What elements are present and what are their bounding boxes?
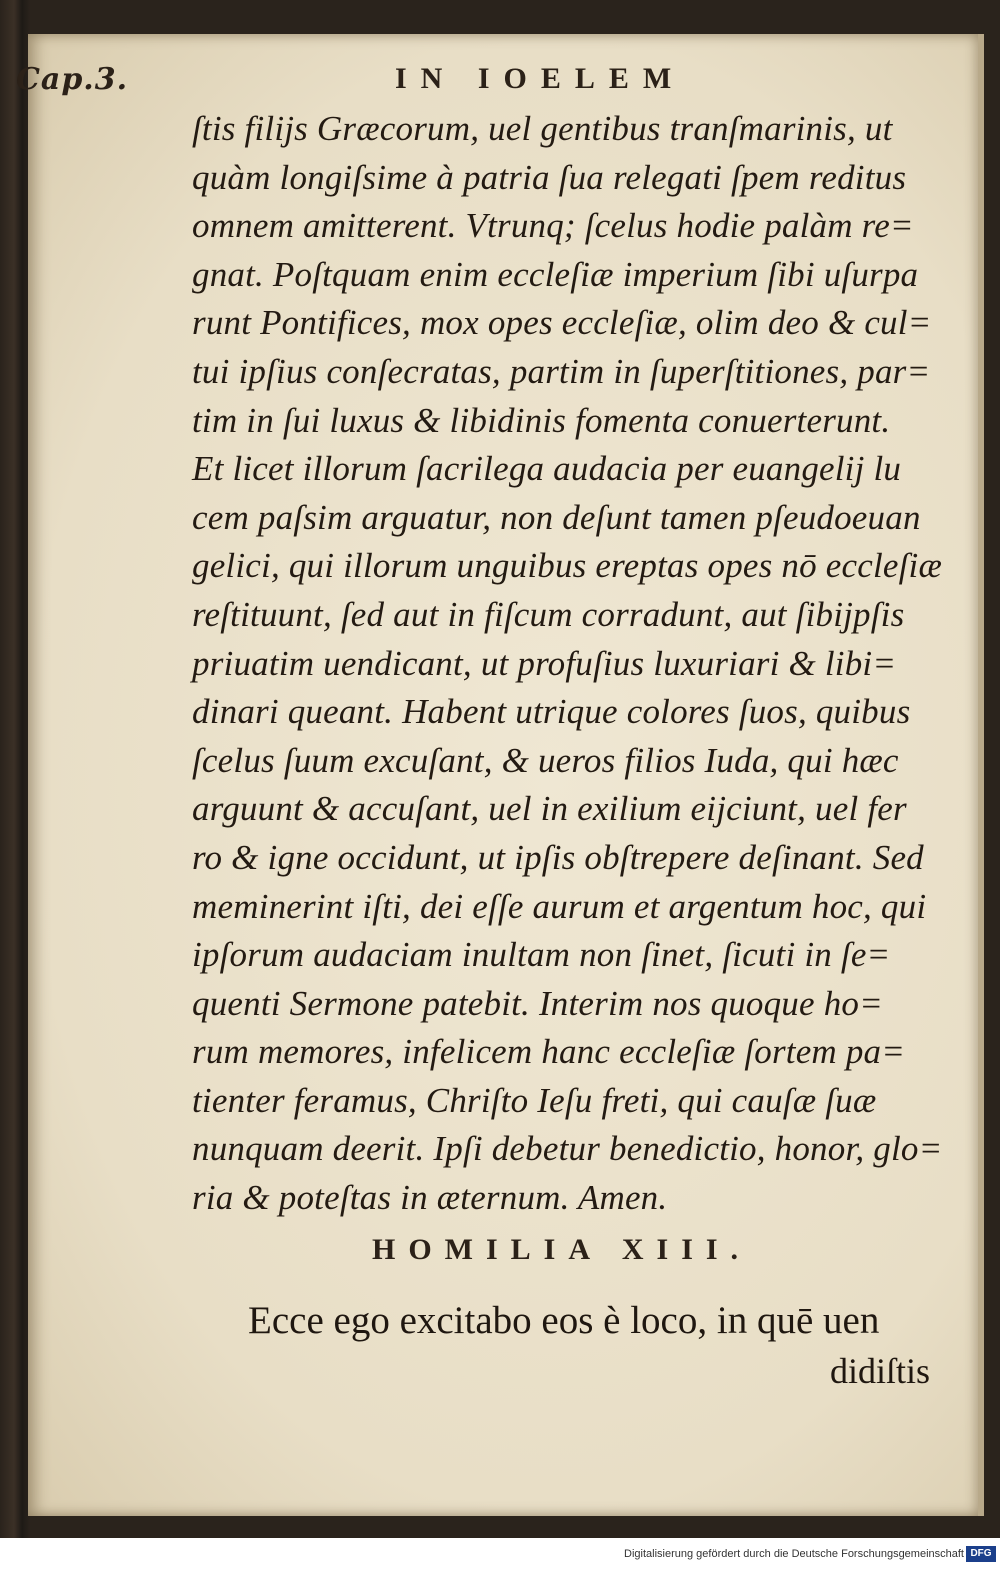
text-line: ro & igne occidunt, ut ipſis obſtrepere deſinant. Sed xyxy=(192,837,924,877)
homily-heading: HOMILIA XIII. xyxy=(372,1233,752,1266)
catchword: didiſtis xyxy=(830,1351,931,1391)
chapter-mark: Cap.3. xyxy=(16,62,129,97)
text-line: ria & poteſtas in æternum. Amen. xyxy=(192,1178,668,1218)
funding-credit: Digitalisierung gefördert durch die Deutsche Forschungsgemeinschaft xyxy=(624,1548,964,1560)
text-line: priuatim uendicant, ut profuſius luxuriari & libi= xyxy=(192,643,897,683)
text-line: Et licet illorum ſacrilega audacia per euangelij lu xyxy=(192,449,902,489)
text-line: quenti Sermone patebit. Interim nos quoque ho= xyxy=(192,983,883,1023)
text-line: ipſorum audaciam inultam non ſinet, ſicuti in ſe= xyxy=(192,935,891,975)
dfg-logo-icon: DFG xyxy=(966,1546,996,1562)
footer-bar xyxy=(0,1538,1000,1570)
text-line: tui ipſius conſecratas, partim in ſuperſtitiones, par= xyxy=(192,351,931,391)
text-line: reſtituunt, ſed aut in fiſcum corradunt, aut ſibijpſis xyxy=(192,594,905,634)
text-line: gelici, qui illorum unguibus ereptas opes nō eccleſiæ xyxy=(192,546,943,586)
text-line: dinari queant. Habent utrique colores ſuos, quibus xyxy=(192,692,911,732)
text-line: nunquam deerit. Ipſi debetur benedictio, honor, glo= xyxy=(192,1129,943,1169)
text-line: cem paſsim arguatur, non deſunt tamen pſeudoeuan xyxy=(192,497,921,537)
text-line: meminerint iſti, dei eſſe aurum et argentum hoc, qui xyxy=(192,886,927,926)
scripture-line: Ecce ego excitabo eos è loco, in quē uen xyxy=(248,1299,880,1342)
body-text xyxy=(192,105,962,1223)
running-head xyxy=(0,62,1000,102)
text-line: ſcelus ſuum excuſant, & ueros filios Iuda, qui hæc xyxy=(192,740,899,780)
text-line: gnat. Poſtquam enim eccleſiæ imperium ſibi uſurpa xyxy=(192,254,919,294)
text-line: quàm longiſsime à patria ſua relegati ſpem reditus xyxy=(192,157,907,197)
text-line: runt Pontifices, mox opes eccleſiæ, olim deo & cul= xyxy=(192,303,932,343)
text-line: arguunt & accuſant, uel in exilium eijciunt, uel fer xyxy=(192,789,907,829)
text-line: ſtis filijs Græcorum, uel gentibus tranſmarinis, ut xyxy=(192,109,893,148)
text-line: tienter feramus, Chriſto Ieſu freti, qui cauſæ ſuæ xyxy=(192,1080,877,1120)
running-head-title: IN IOELEM xyxy=(395,62,686,95)
text-line: tim in ſui luxus & libidinis fomenta conuerterunt. xyxy=(192,400,891,440)
text-line: rum memores, infelicem hanc eccleſiæ ſortem pa= xyxy=(192,1032,906,1072)
text-line: omnem amitterent. Vtrunq; ſcelus hodie palàm re= xyxy=(192,206,914,246)
